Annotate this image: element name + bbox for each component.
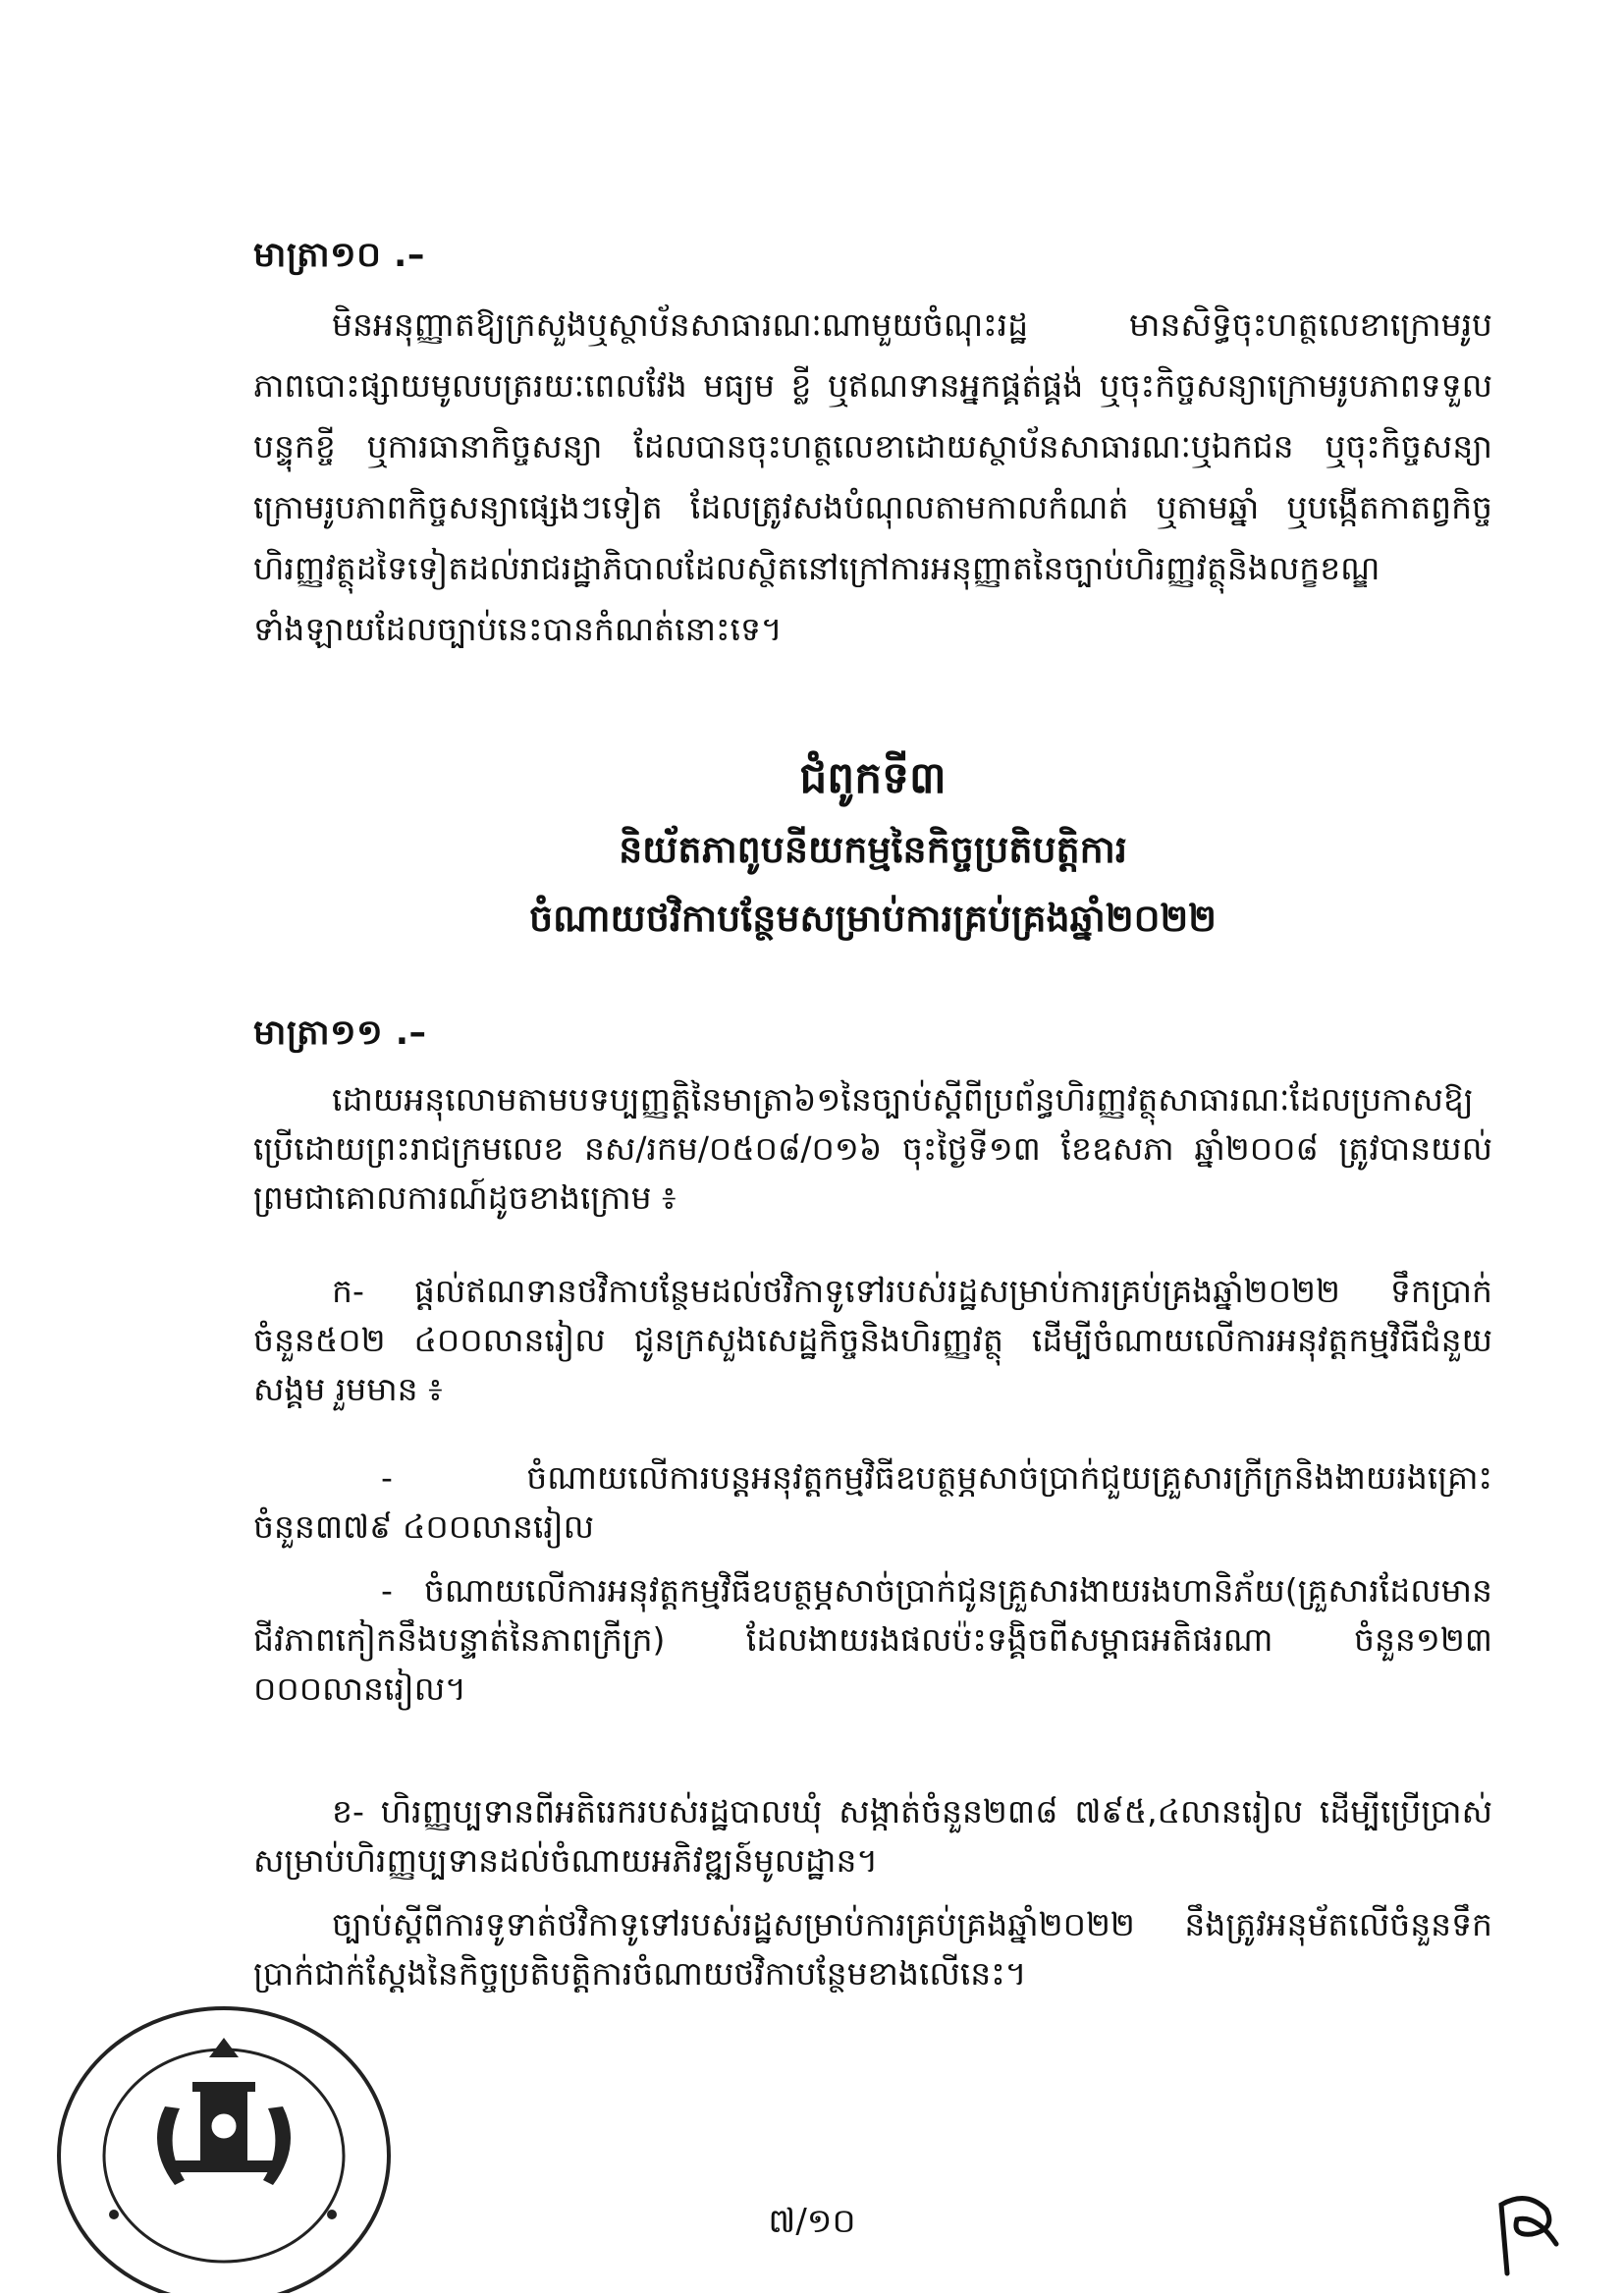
article-11-item-b: ខ- ហិរញ្ញប្បទានពីអតិរេករបស់រដ្ឋបាលឃុំ សង្កាត់ចំនួន២៣៨ ៧៩៥,៤លានរៀល ដើម្បីប្រើប្រាស់សម្រាប់ហិរញ្ញប្បទានដល់ចំណាយអភិវឌ្ឍន៍មូលដ្ឋាន។ <box>253 1792 1492 1880</box>
chapter-title-line1: និយ័តភាពូបនីយកម្មនៃកិច្ចប្រតិបត្តិការ <box>619 828 1127 871</box>
royal-seal-stamp <box>37 1998 401 2293</box>
chapter-title-line2: ចំណាយថវិកាបន្ថែមសម្រាប់ការគ្រប់គ្រងឆ្នាំ២០២២ <box>528 897 1218 940</box>
chapter-title-block <box>253 751 1492 950</box>
page-number: ៧/១០ <box>768 2202 856 2241</box>
article-11-item-a: ក- ផ្តល់ឥណទានថវិកាបន្ថែមដល់ថវិកាទូទៅរបស់រដ្ឋសម្រាប់ការគ្រប់គ្រងឆ្នាំ២០២២ ទឹកប្រាក់ចំនួន៥០២ ៤០០លានរៀល ជូនក្រសួងសេដ្ឋកិច្ចនិងហិរញ្ញវត្ថុ ដើម្បីចំណាយលើការអនុវត្តកម្មវិធីជំនួយសង្គម រួមមាន ៖ <box>253 1272 1492 1408</box>
article-11-bullet-2: - ចំណាយលើការអនុវត្តកម្មវិធីឧបត្ថម្ភសាច់ប្រាក់ជូនគ្រួសារងាយរងហានិភ័យ(គ្រួសារដែលមានជីវភាពកៀកនឹងបន្ទាត់នៃភាពក្រីក្រ) ដែលងាយរងផលប៉ះទង្គិចពីសម្ពាធអតិផរណា ចំនួន១២៣ ០០០លានរៀល។ <box>253 1571 1492 1708</box>
article-11-heading: មាត្រា១១ .– <box>253 1013 427 1053</box>
article-10-text: មិនអនុញ្ញាតឱ្យក្រសួងឬស្ថាប័នសាធារណៈណាមួយចំណុះរដ្ឋ មានសិទ្ធិចុះហត្ថលេខាក្រោមរូបភាពបោះផ្សាយមូលបត្ររយៈពេលវែង មធ្យម ខ្លី ឬឥណទានអ្នកផ្គត់ផ្គង់ ឬចុះកិច្ចសន្យាក្រោមរូបភាពទទួលបន្ទុកខ្ចី ឬការធានាកិច្ចសន្យា ដែលបានចុះហត្ថលេខាដោយស្ថាប័នសាធារណៈឬឯកជន ឬចុះកិច្ចសន្យាក្រោមរូបភាពកិច្ចសន្យាផ្សេងៗទៀត ដែលត្រូវសងបំណុលតាមកាលកំណត់ ឬតាមឆ្នាំ ឬបង្កើតកាតព្វកិច្ចហិរញ្ញវត្ថុដទៃទៀតដល់រាជរដ្ឋាភិបាលដែលស្ថិតនៅក្រៅការអនុញ្ញាតនៃច្បាប់ហិរញ្ញវត្ថុនិងលក្ខខណ្ឌទាំងឡាយដែលច្បាប់នេះបានកំណត់នោះទេ។ <box>253 305 1492 648</box>
article-11-intro: ដោយអនុលោមតាមបទប្បញ្ញត្តិនៃមាត្រា៦១នៃច្បាប់ស្តីពីប្រព័ន្ធហិរញ្ញវត្ថុសាធារណៈដែលប្រកាសឱ្យប្រើដោយព្រះរាជក្រមលេខ នស/រកម/០៥០៨/០១៦ ចុះថ្ងៃទី១៣ ខែឧសភា ឆ្នាំ២០០៨ ត្រូវបានយល់ព្រមជាគោលការណ៍ដូចខាងក្រោម ៖ <box>253 1080 1492 1217</box>
article-10-heading: មាត្រា១០ .– <box>253 236 425 275</box>
chapter-number: ជំពូកទី៣ <box>799 753 947 803</box>
article-11-closing: ច្បាប់ស្តីពីការទូទាត់ថវិកាទូទៅរបស់រដ្ឋសម្រាប់ការគ្រប់គ្រងឆ្នាំ២០២២ នឹងត្រូវអនុម័តលើចំនួនទឹកប្រាក់ជាក់ស្តែងនៃកិច្ចប្រតិបត្តិការចំណាយថវិកាបន្ថែមខាងលើនេះ។ <box>253 1905 1492 1993</box>
article-11-bullet-1: - ចំណាយលើការបន្តអនុវត្តកម្មវិធីឧបត្ថម្ភសាច់ប្រាក់ជួយគ្រួសារក្រីក្រនិងងាយរងគ្រោះ ចំនួន៣៧៩ ៤០០លានរៀល <box>253 1458 1492 1546</box>
signature-mark <box>1488 2185 1566 2278</box>
